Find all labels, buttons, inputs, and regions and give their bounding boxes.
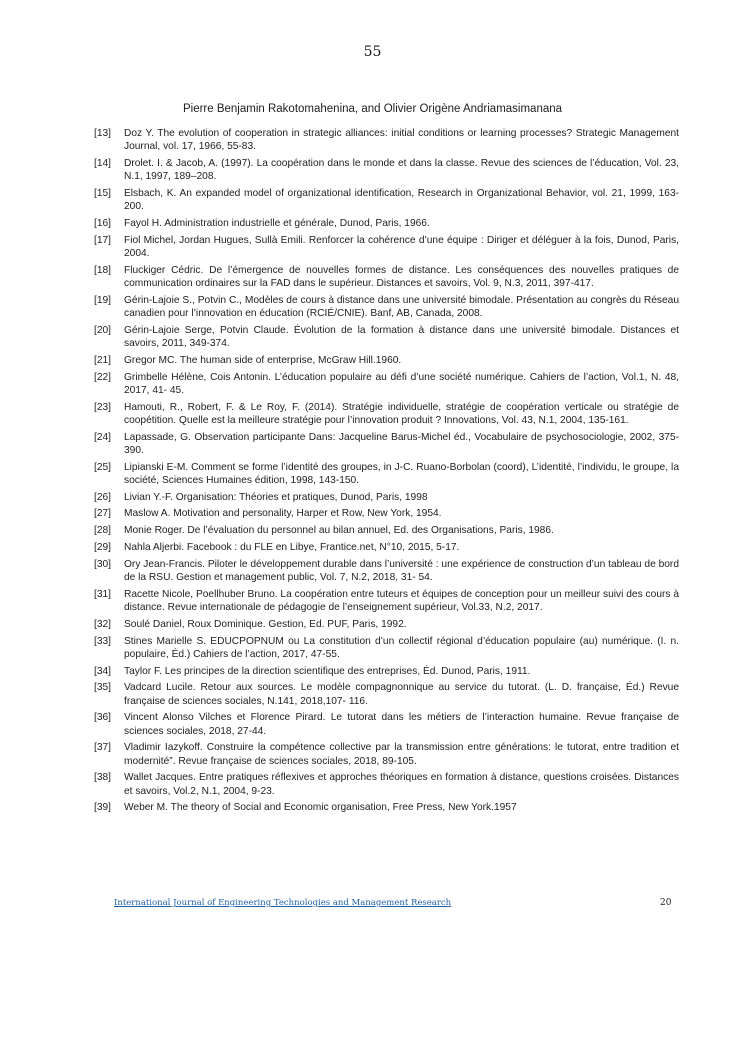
reference-item [94,507,679,520]
reference-number: [36] [94,712,111,724]
header-page-number: 55 [363,44,382,60]
reference-text: Soulé Daniel, Roux Dominique. Gestion, Ed. PUF, Paris, 1992. [124,618,407,630]
authors-line: Pierre Benjamin Rakotomahenina, and Olivier Origène Andriamasimanana [182,103,563,115]
reference-item [94,558,679,584]
reference-number: [28] [94,525,111,537]
reference-list [94,127,679,818]
reference-text: Gérin-Lajoie S., Potvin C., Modèles de cours à distance dans une université bimodale. Présentation au congrès du Réseau canadien pour l’innovation en éducation (RCIÉ/CNIE). Banf, AB, Canada, 2008. [124,294,679,319]
reference-text: Racette Nicole, Poellhuber Bruno. La coopération entre tuteurs et équipes de conception pour un meilleur suivi des cours à distance. Revue internationale de pédagogie de l’enseignement supérieur, Vol.33, N.2, 2017. [124,588,679,613]
reference-item [94,234,679,260]
reference-item [94,401,679,427]
reference-text: Fluckiger Cédric. De l’émergence de nouvelles formes de distance. Les conséquences des nouvelles pratiques de communication ordinaires sur la FAD dans le supérieur. Distances et savoirs, Vol. 9, N.3, 2011, 397-417. [124,264,679,289]
footer-journal-link[interactable]: International Journal of Engineering Technologies and Management Research [114,898,452,908]
reference-text: Fiol Michel, Jordan Hugues, Sullà Emili. Renforcer la cohérence d’une équipe : Diriger et déléguer à la fois, Dunod, Paris, 2004. [124,234,679,259]
reference-text: Hamouti, R., Robert, F. & Le Roy, F. (2014). Stratégie individuelle, stratégie de coopération verticale ou stratégie de coopétition. Quelle est la meilleure stratégie pour l’innovation produit ? Innovations, Vol. 43, N.1, 2004, 135-161. [124,401,679,426]
reference-item [94,461,679,487]
reference-text: Grimbelle Hélène, Cois Antonin. L’éducation populaire au défi d’une société numérique. Cahiers de l’action, Vol.1, N. 48, 2017, 41- 45. [124,371,679,396]
reference-item [94,354,679,367]
reference-number: [13] [94,128,111,139]
reference-number: [32] [94,618,111,630]
reference-text: Lipianski E-M. Comment se forme l’identité des groupes, in J-C. Ruano-Borbolan (coord), L’identité, l’individu, le groupe, la société, Sciences Humaines édition, 1998, 143-150. [124,461,679,486]
reference-text: Gregor MC. The human side of enterprise, McGraw Hill.1960. [124,354,402,366]
reference-item [94,618,679,631]
reference-text: Lapassade, G. Observation participante Dans: Jacqueline Barus-Michel éd., Vocabulaire de psychosociologie, 2002, 375-390. [124,431,679,456]
reference-item [94,588,679,614]
reference-number: [33] [94,635,111,647]
reference-text: Fayol H. Administration industrielle et générale, Dunod, Paris, 1966. [124,218,430,229]
reference-text: Vadcard Lucile. Retour aux sources. Le modèle compagnonnique au service du tutorat. (L. D. française, Éd.) Revue française de sciences sociales, N.141, 2018,107- 116. [124,682,679,707]
reference-number: [23] [94,401,111,413]
reference-text: Drolet. I. & Jacob, A. (1997). La coopération dans le monde et dans la classe. Revue des sciences de l’éducation, Vol. 23, N.1, 1997, 189–208. [124,158,679,183]
reference-number: [15] [94,188,111,199]
reference-item [94,771,679,797]
reference-number: [24] [94,431,111,443]
reference-text: Nahla Aljerbi. Facebook : du FLE en Libye, Frantice.net, N°10, 2015, 5-17. [124,541,460,553]
reference-number: [25] [94,461,111,473]
reference-text: Vladimir Iazykoff. Construire la compétence collective par la transmission entre générations: le tutorat, entre tradition et modernité”. Revue française de sciences sociales, 2018, 89-105. [124,742,679,767]
reference-number: [35] [94,682,111,694]
reference-item [94,127,679,153]
reference-text: Monie Roger. De l’évaluation du personnel au bilan annuel, Ed. des Organisations, Paris, 1986. [124,525,554,537]
reference-item [94,524,679,537]
reference-item [94,711,679,737]
reference-number: [39] [94,802,111,814]
reference-number: [16] [94,218,111,229]
reference-item [94,431,679,457]
reference-text: Taylor F. Les principes de la direction scientifique des entreprises, Éd. Dunod, Paris, 1911. [124,665,531,677]
reference-number: [20] [94,324,111,336]
reference-text: Stines Marielle S. EDUCPOPNUM ou La constitution d’un collectif régional d’éducation populaire (au) numérique. (I. n. populaire, Éd.) Cahiers de l’action, 2017, 47-55. [124,635,679,660]
reference-text: Doz Y. The evolution of cooperation in strategic alliances: initial conditions or learning processes? Strategic Management Journal, vol. 17, 1966, 55-83. [124,128,679,153]
reference-item [94,264,679,290]
reference-number: [26] [94,491,111,503]
reference-text: Ory Jean-Francis. Piloter le développement durable dans l’université : une expérience de construction d’un tableau de bord de la RSU. Gestion et management public, Vol. 7, N.2, 2018, 31- 54. [124,558,679,583]
reference-item [94,187,679,213]
reference-item [94,681,679,707]
reference-item [94,741,679,767]
reference-text: Weber M. The theory of Social and Economic organisation, Free Press, New York.1957 [124,802,517,814]
reference-number: [27] [94,508,111,520]
reference-number: [14] [94,158,111,169]
reference-number: [19] [94,294,111,306]
reference-number: [34] [94,665,111,677]
reference-number: [22] [94,371,111,383]
reference-item [94,635,679,661]
reference-text: Elsbach, K. An expanded model of organizational identification, Research in Organizational Behavior, vol. 21, 1999, 163-200. [124,188,679,213]
reference-item [94,371,679,397]
reference-item [94,491,679,504]
reference-item [94,665,679,678]
reference-number: [17] [94,234,111,246]
reference-number: [29] [94,541,111,553]
reference-number: [37] [94,742,111,754]
reference-number: [18] [94,264,111,276]
reference-text: Maslow A. Motivation and personality, Harper et Row, New York, 1954. [124,508,442,520]
reference-text: Livian Y.-F. Organisation: Théories et pratiques, Dunod, Paris, 1998 [124,491,428,503]
reference-item [94,157,679,183]
reference-text: Vincent Alonso Vilches et Florence Pirard. Le tutorat dans les métiers de l’interaction humaine. Revue française de sciences sociales, 2018, 27-44. [124,712,679,737]
reference-number: [30] [94,558,111,570]
reference-text: Wallet Jacques. Entre pratiques réflexives et approches théoriques en formation à distance, questions croisées. Distances et savoirs, Vol.2, N.1, 2004, 9-23. [124,772,679,797]
footer-page-number: 20 [660,898,672,908]
reference-item [94,541,679,554]
reference-item [94,801,679,814]
reference-item [94,324,679,350]
reference-item [94,217,679,230]
reference-number: [38] [94,772,111,784]
reference-text: Gérin-Lajoie Serge, Potvin Claude. Évolution de la formation à distance dans une université bimodale. Distances et savoirs, 2011, 349-374. [124,324,679,349]
reference-number: [21] [94,354,111,366]
reference-item [94,294,679,320]
reference-number: [31] [94,588,111,600]
